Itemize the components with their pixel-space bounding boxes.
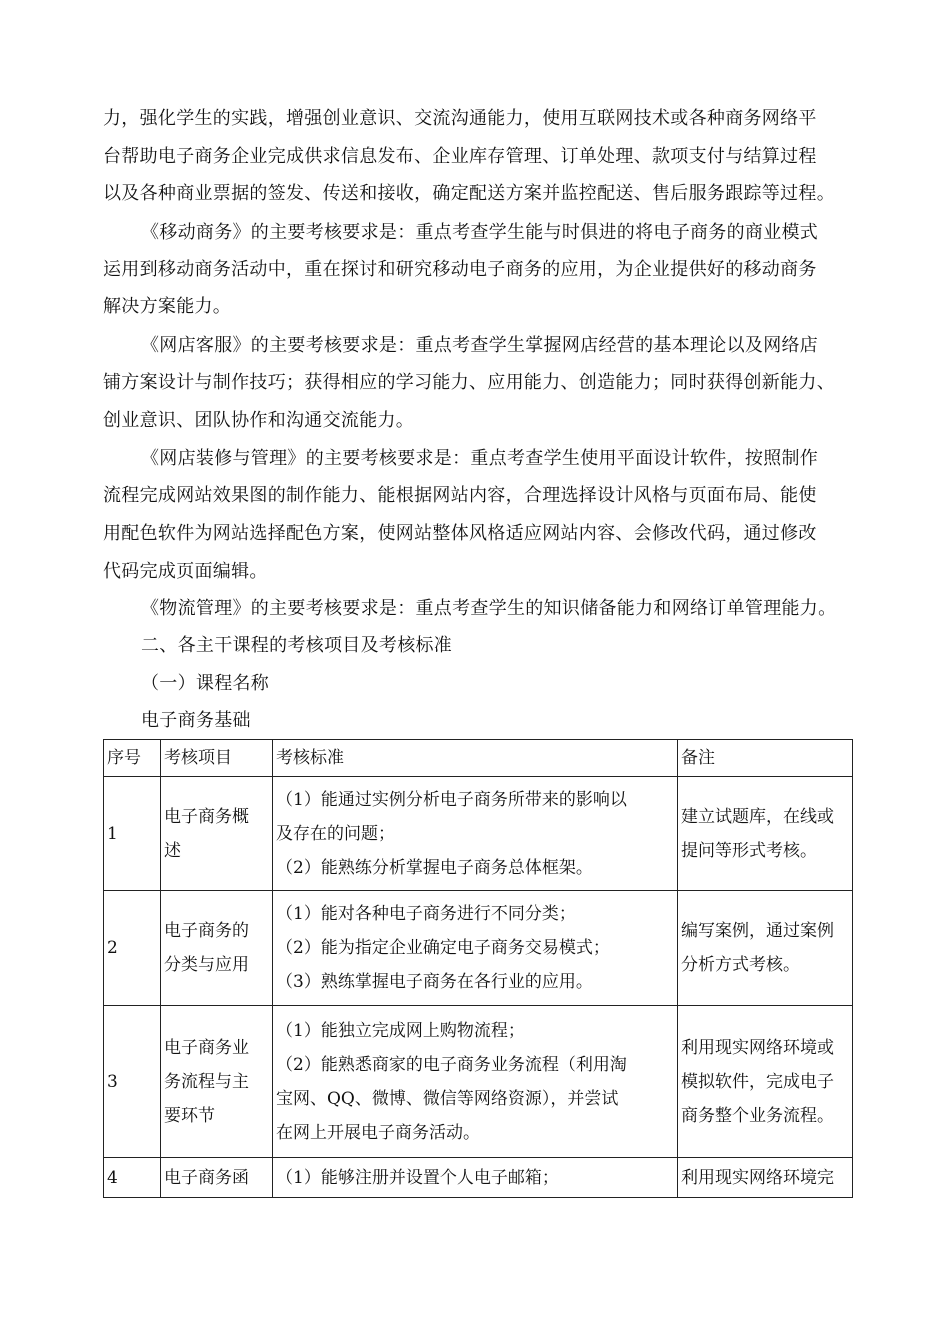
cell-line: 利用现实网络环境或 (681, 1037, 834, 1058)
cell-line: （1）能通过实例分析电子商务所带来的影响以 (276, 789, 627, 810)
assessment-standard (273, 777, 678, 891)
body-text-line: 代码完成页面编辑。 (103, 561, 268, 582)
cell-line: 编写案例，通过案例 (681, 921, 834, 941)
cell-line: 分类与应用 (164, 955, 249, 975)
cell-line: 电子商务函 (164, 1167, 249, 1188)
cell-line: 模拟软件，完成电子 (681, 1071, 834, 1092)
cell-line: 电子商务的 (164, 921, 249, 941)
cell-line: 电子商务业 (164, 1037, 249, 1058)
row-number: 2 (104, 891, 161, 1006)
row-number: 4 (104, 1158, 161, 1198)
body-text-line: 《网店客服》的主要考核要求是：重点考查学生掌握网店经营的基本理论以及网络店 (141, 335, 819, 356)
cell-line: 分析方式考核。 (681, 955, 800, 975)
body-text-line: 《网店装修与管理》的主要考核要求是：重点考查学生使用平面设计软件，按照制作 (141, 448, 819, 469)
assessment-note (678, 1006, 853, 1158)
assessment-note (678, 891, 853, 1006)
body-text-line: 流程完成网站效果图的制作能力、能根据网站内容，合理选择设计风格与页面布局、能使 (103, 485, 817, 506)
assessment-note (678, 777, 853, 891)
cell-line: （3）熟练掌握电子商务在各行业的应用。 (276, 972, 593, 992)
table-row (104, 891, 853, 1006)
cell-line: 提问等形式考核。 (681, 840, 817, 861)
table-row (104, 1006, 853, 1158)
cell-line: （2）能熟练分析掌握电子商务总体框架。 (276, 857, 593, 878)
assessment-item (161, 891, 273, 1006)
row-number: 3 (104, 1006, 161, 1158)
cell-line: （1）能对各种电子商务进行不同分类； (276, 904, 576, 924)
cell-line: 述 (164, 840, 181, 861)
body-text-line: 《移动商务》的主要考核要求是：重点考查学生能与时俱进的将电子商务的商业模式 (141, 222, 819, 243)
body-text-line: 运用到移动商务活动中，重在探讨和研究移动电子商务的应用，为企业提供好的移动商务 (103, 259, 817, 280)
cell-line: 务流程与主 (164, 1071, 249, 1092)
body-text-line: 铺方案设计与制作技巧；获得相应的学习能力、应用能力、创造能力；同时获得创新能力、 (103, 372, 835, 393)
body-text-line: 用配色软件为网站选择配色方案，使网站整体风格适应网站内容、会修改代码，通过修改 (103, 523, 817, 544)
cell-line: 商务整个业务流程。 (681, 1105, 834, 1126)
cell-line: （1）能独立完成网上购物流程； (276, 1020, 525, 1041)
body-text-line: 以及各种商业票据的签发、传送和接收，确定配送方案并监控配送、售后服务跟踪等过程。 (103, 183, 835, 204)
body-text-line: 解决方案能力。 (103, 296, 232, 317)
assessment-item (161, 1158, 273, 1198)
table-row (104, 1158, 853, 1198)
cell-line: 在网上开展电子商务活动。 (276, 1122, 480, 1143)
assessment-standard (273, 1158, 678, 1198)
table-header-row (104, 740, 853, 777)
header-cell-note: 备注 (678, 740, 853, 777)
assessment-standard (273, 891, 678, 1006)
cell-line: （1）能够注册并设置个人电子邮箱； (276, 1167, 559, 1188)
assessment-item (161, 777, 273, 891)
header-cell-item: 考核项目 (161, 740, 273, 777)
cell-line: 建立试题库，在线或 (681, 806, 834, 827)
course-name: 电子商务基础 (141, 710, 251, 731)
cell-line: 电子商务概 (164, 806, 249, 827)
assessment-note (678, 1158, 853, 1198)
cell-line: 宝网、QQ、微博、微信等网络资源），并尝试 (276, 1088, 619, 1109)
subsection-heading: （一）课程名称 (141, 673, 270, 694)
cell-line: （2）能为指定企业确定电子商务交易模式； (276, 938, 610, 958)
body-text-line: 《物流管理》的主要考核要求是：重点考查学生的知识储备能力和网络订单管理能力。 (141, 598, 837, 619)
header-cell-standard: 考核标准 (273, 740, 678, 777)
assessment-item (161, 1006, 273, 1158)
cell-line: 利用现实网络环境完 (681, 1167, 834, 1188)
cell-line: 及存在的问题； (276, 823, 395, 844)
assessment-standard (273, 1006, 678, 1158)
assessment-table (103, 739, 853, 1198)
section-heading: 二、各主干课程的考核项目及考核标准 (141, 635, 453, 656)
header-cell-no: 序号 (104, 740, 161, 777)
row-number: 1 (104, 777, 161, 891)
table-row (104, 777, 853, 891)
body-text-line: 创业意识、团队协作和沟通交流能力。 (103, 410, 415, 431)
body-text-line: 台帮助电子商务企业完成供求信息发布、企业库存管理、订单处理、款项支付与结算过程 (103, 146, 817, 167)
cell-line: 要环节 (164, 1105, 215, 1126)
body-text-line: 力，强化学生的实践，增强创业意识、交流沟通能力，使用互联网技术或各种商务网络平 (103, 108, 817, 129)
cell-line: （2）能熟悉商家的电子商务业务流程（利用淘 (276, 1054, 627, 1075)
